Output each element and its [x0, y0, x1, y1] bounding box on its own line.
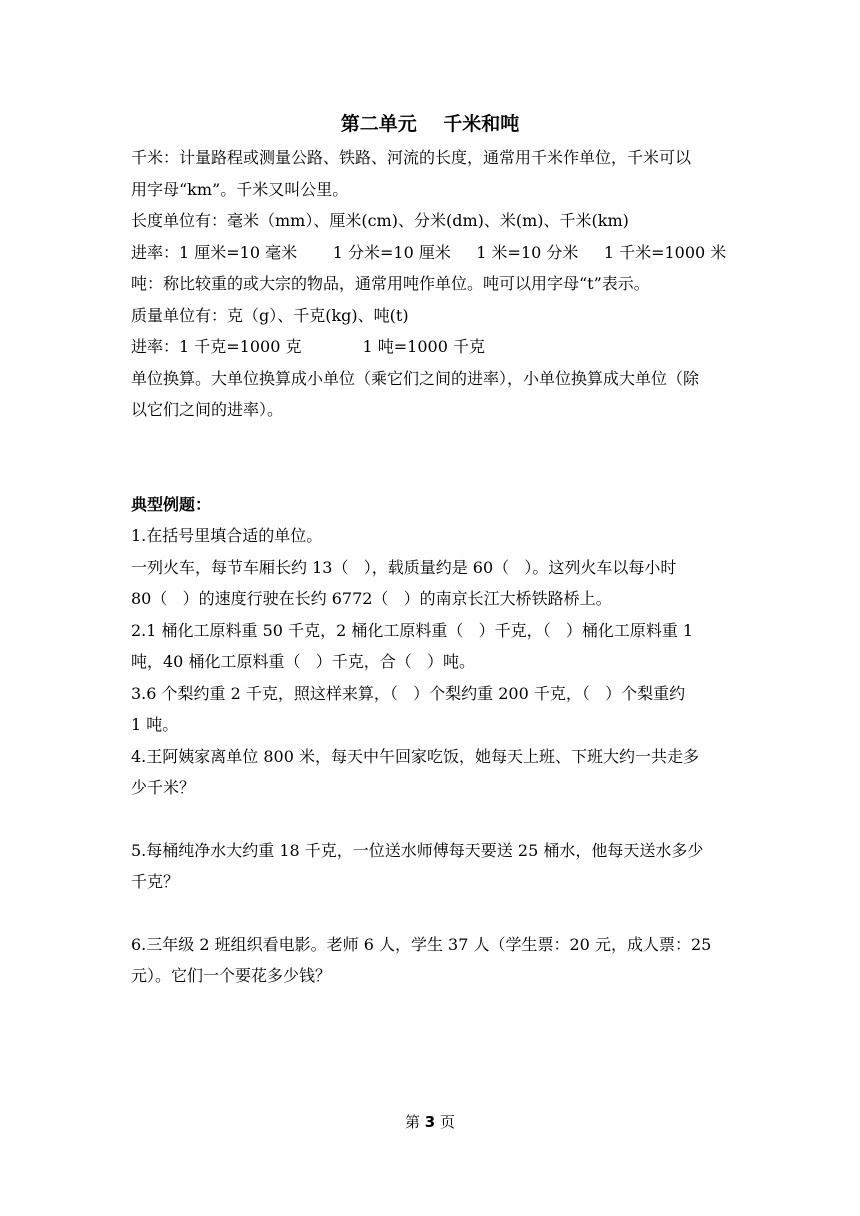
ton-definition-line: 吨：称比较重的或大宗的物品，通常用吨作单位。吨可以用字母“t”表示。	[131, 274, 650, 293]
page-number-prefix: 第	[404, 1113, 420, 1131]
question-1-line-1: 1.在括号里填合适的单位。	[131, 526, 323, 545]
mass-rates-line: 进率：1 千克=1000 克 1 吨=1000 千克	[131, 337, 485, 356]
question-5-line-1: 5.每桶纯净水大约重 18 千克，一位送水师傅每天要送 25 桶水，他每天送水多少	[131, 840, 704, 860]
question-2-line-1: 2.1 桶化工原料重 50 千克，2 桶化工原料重（ ）千克，（ ）桶化工原料重 1	[131, 620, 694, 640]
section-gap	[131, 426, 731, 489]
answer-space	[131, 804, 731, 835]
question-1-line-3: 80（ ）的速度行驶在长约 6772（ ）的南京长江大桥铁路桥上。	[131, 589, 612, 608]
mass-units-line: 质量单位有：克（g）、千克(kg)、吨(t)	[131, 305, 409, 325]
km-definition-line-1: 千米：计量路程或测量公路、铁路、河流的长度，通常用千米作单位，千米可以	[131, 148, 692, 167]
question-4-line-2: 少千米？	[131, 778, 196, 797]
length-units-line: 长度单位有：毫米（mm）、厘米(cm)、分米(dm)、米(m)、千米(km)	[131, 211, 629, 230]
page-footer	[0, 1110, 860, 1134]
page-number-suffix: 页	[440, 1113, 456, 1131]
question-2-line-2: 吨，40 桶化工原料重（ ）千克，合（ ）吨。	[131, 652, 475, 671]
examples-heading: 典型例题：	[131, 494, 212, 514]
page-number: 3	[424, 1113, 436, 1131]
question-6-line-2: 元）。它们一个要花多少钱？	[131, 966, 332, 985]
km-definition-line-2: 用字母“km”。千米又叫公里。	[131, 179, 349, 199]
question-3-line-1: 3.6 个梨约重 2 千克，照这样来算，（ ）个梨约重 200 千克，（ ）个梨重约	[131, 683, 686, 703]
question-5-line-2: 千克？	[131, 872, 180, 891]
length-rates-line: 进率：1 厘米=10 毫米 1 分米=10 厘米 1 米=10 分米 1 千米=1000 米	[131, 242, 727, 262]
page-content	[131, 142, 731, 992]
knowledge-summary	[131, 142, 731, 426]
question-4-line-1: 4.王阿姨家离单位 800 米，每天中午回家吃饭，她每天上班、下班大约一共走多	[131, 746, 699, 766]
conversion-line-2: 以它们之间的进率）。	[131, 400, 284, 419]
conversion-line-1: 单位换算。大单位换算成小单位（乘它们之间的进率），小单位换算成大单位（除	[131, 368, 700, 388]
answer-space	[131, 898, 731, 929]
question-6-line-1: 6.三年级 2 班组织看电影。老师 6 人，学生 37 人（学生票：20 元，成人票：25	[131, 934, 712, 954]
page-title: 第二单元 千米和吨	[340, 113, 520, 135]
question-1-line-2: 一列火车，每节车厢长约 13（ ），载质量约是 60（ ）。这列火车以每小时	[131, 557, 677, 577]
question-3-line-2: 1 吨。	[131, 715, 179, 734]
typical-examples	[131, 489, 731, 992]
